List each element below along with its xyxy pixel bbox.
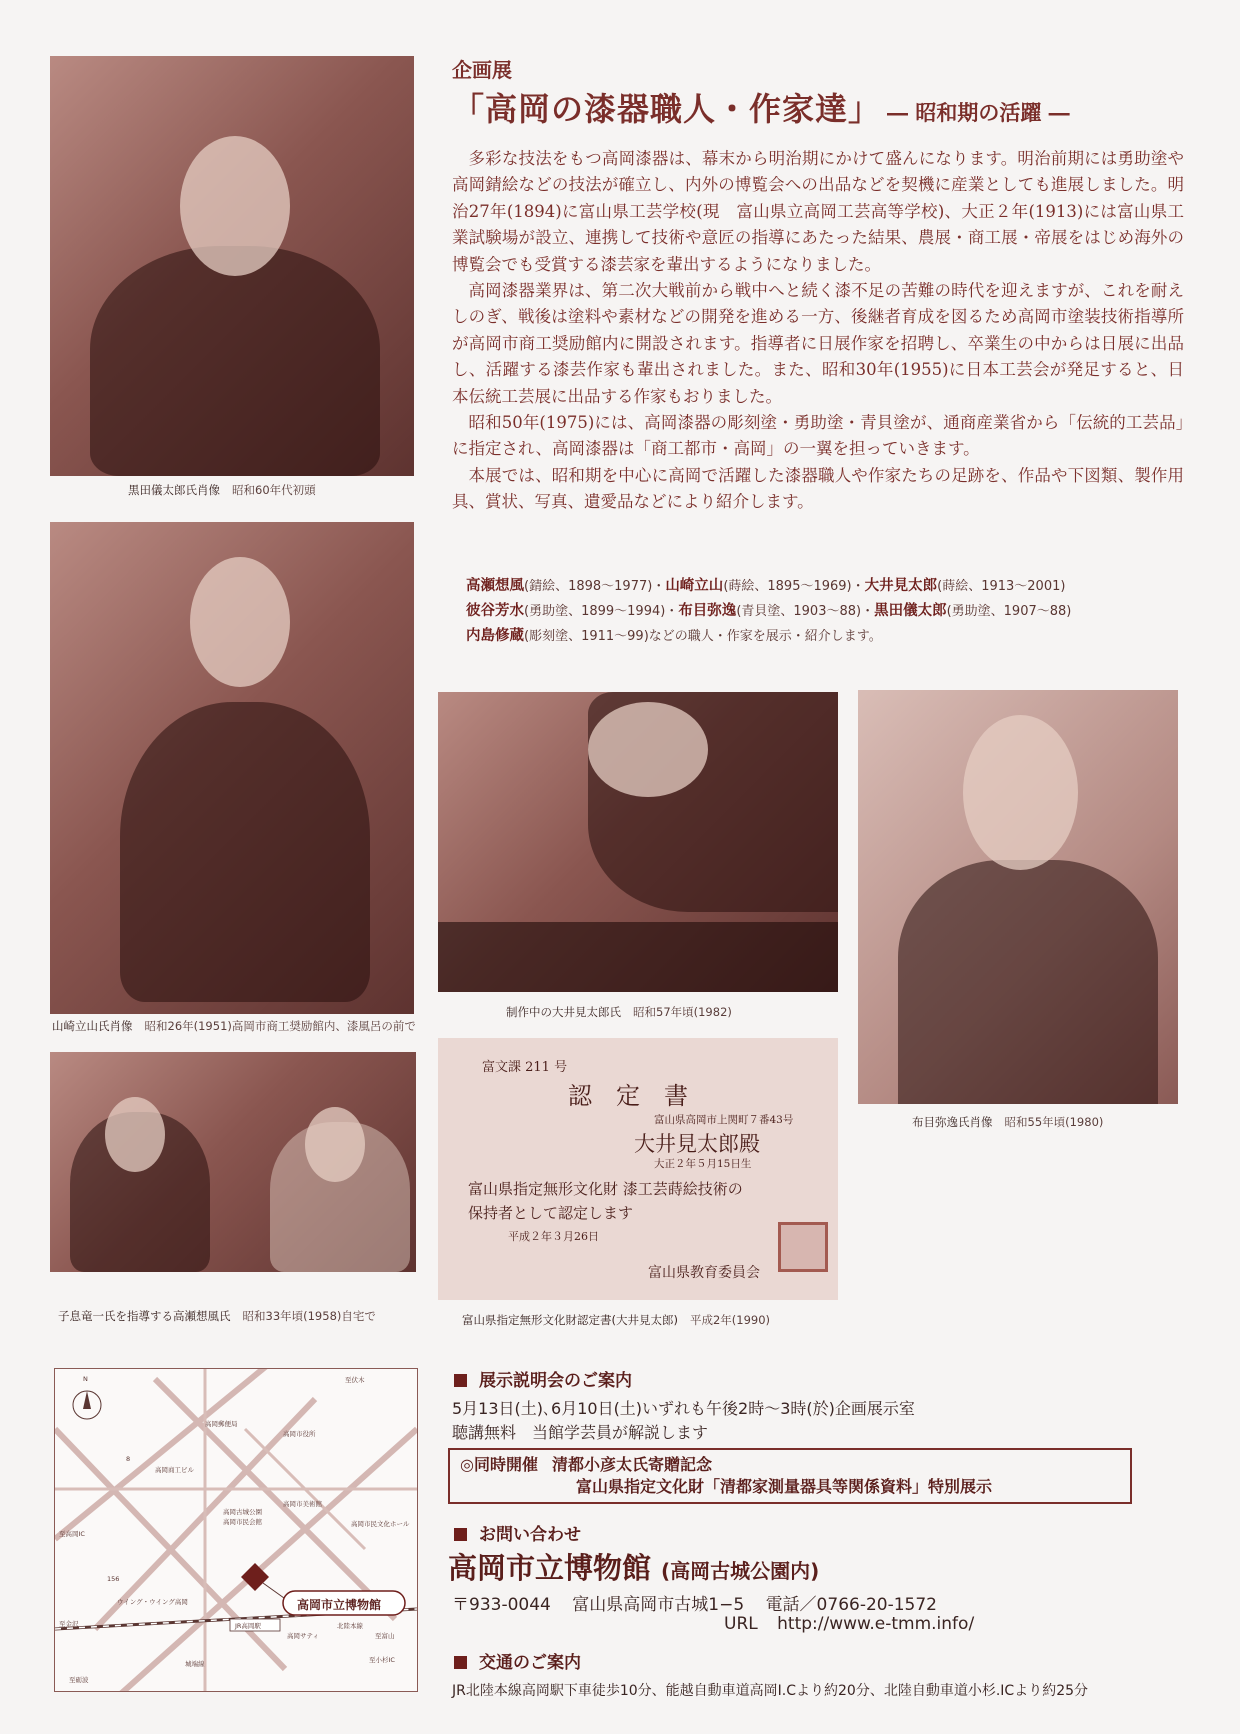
address: 富山県高岡市古城1−5 — [572, 1595, 745, 1615]
map-label: 高岡市民会館 — [223, 1518, 262, 1526]
artist-desc: (錆絵、1898～1977)・ — [524, 579, 666, 594]
artist-desc: (彫刻塗、1911～99)などの職人・作家を展示・紹介します。 — [524, 629, 882, 644]
cert-address: 富山県高岡市上関町７番43号 — [654, 1114, 794, 1126]
cert-seal-icon — [778, 1222, 828, 1272]
artist-name: 布目弥逸 — [678, 603, 737, 619]
museum-name: 高岡市立博物館 — [448, 1551, 652, 1585]
map-label: 8 — [126, 1455, 131, 1463]
caption-kuroda: 黒田儀太郎氏肖像 昭和60年代初頭 — [128, 483, 316, 497]
caption-takase: 子息竜一氏を指導する高瀬想風氏 昭和33年頃(1958)自宅で — [58, 1309, 376, 1323]
contact-address-row — [452, 1590, 937, 1615]
caption-oi: 制作中の大井見太郎氏 昭和57年頃(1982) — [506, 1005, 732, 1019]
square-bullet-icon — [454, 1528, 467, 1541]
caption-cert: 富山県指定無形文化財認定書(大井見太郎) 平成2年(1990) — [462, 1313, 771, 1327]
map-label: 高岡市役所 — [283, 1430, 316, 1438]
phone: 電話／0766-20-1572 — [765, 1595, 937, 1615]
artist-desc: (勇助塗、1899～1994)・ — [524, 604, 679, 619]
cert-line1: 富山県指定無形文化財 漆工芸蒔絵技術の — [468, 1180, 743, 1198]
map-label: 城端線 — [185, 1660, 205, 1668]
cert-date: 平成２年３月26日 — [508, 1230, 599, 1243]
photo-takase-teaching — [50, 1052, 416, 1272]
certificate-image — [438, 1038, 838, 1300]
cert-issuer: 富山県教育委員会 — [648, 1265, 760, 1281]
access-heading: 交通のご案内 — [454, 1648, 581, 1673]
contact-url-row[interactable] — [724, 1614, 974, 1634]
access-directions: JR北陸本線高岡駅下車徒歩10分、能越自動車道高岡I.Cより約20分、北陸自動車道小杉.ICより約25分 — [452, 1683, 1089, 1699]
photo-nunome-portrait — [858, 690, 1178, 1104]
briefing-note: 聴講無料 当館学芸員が解説します — [452, 1423, 709, 1442]
artist-line — [466, 624, 1186, 649]
map-label: 北陸本線 — [337, 1622, 363, 1630]
concurrent-exhibition-box — [448, 1448, 1132, 1504]
square-bullet-icon — [454, 1374, 467, 1387]
photo-kuroda-portrait — [50, 56, 414, 476]
intro-paragraph: 多彩な技法をもつ高岡漆器は、幕末から明治期にかけて盛んになります。明治前期には勇助塗や高岡錆絵などの技法が確立し、内外の博覧会への出品などを契機に産業としても進展しました。明治27年(1894)に富山県工芸学校(現 富山県立高岡工芸高等学校)、大正２年(1913)には富山県工業試験場が設立、連携して技術や意匠の指導にあたった結果、農展・商工展・帝展をはじめ海外の博覧会でも受賞する漆芸家を輩出するようになりました。 — [452, 149, 1184, 274]
cert-birth: 大正２年５月15日生 — [654, 1158, 752, 1170]
artist-list — [466, 574, 1186, 649]
concurrent-line1: 清都小彦太氏寄贈記念 — [551, 1455, 712, 1474]
concurrent-label: ◎同時開催 — [460, 1455, 538, 1474]
north-arrow-icon — [83, 1391, 91, 1409]
cert-name: 大井見太郎殿 — [634, 1132, 760, 1156]
access-map — [54, 1368, 418, 1692]
intro-paragraph: 高岡漆器業界は、第二次大戦前から戦中へと続く漆不足の苦難の時代を迎えますが、これを耐えしのぎ、戦後は塗料や素材などの開発を進める一方、後継者育成を図るため高岡市塗装技術指導所が高岡市商工奨励館内に開設されます。指導者に日展作家を招聘し、卒業生の中からは日展に出品し、活躍する漆芸作家も輩出されました。また、昭和30年(1955)に日本工芸会が発足すると、日本伝統工芸展に出品する作家もおりました。 — [452, 281, 1184, 406]
map-label: 高岡商工ビル — [155, 1466, 194, 1474]
museum-name-row — [448, 1546, 819, 1587]
exhibition-title: 「高岡の漆器職人・作家達」 — [452, 90, 882, 128]
artist-desc: (蒔絵、1895～1969)・ — [723, 579, 865, 594]
square-bullet-icon — [454, 1656, 467, 1669]
map-label: 至高岡IC — [59, 1530, 85, 1538]
map-label: 至小杉IC — [369, 1656, 395, 1664]
artist-line — [466, 574, 1186, 599]
url-label: URL — [724, 1614, 758, 1634]
concurrent-line2: 富山県指定文化財「清都家測量器具等関係資料」特別展示 — [576, 1477, 993, 1496]
cert-title: 認 定 書 — [568, 1082, 688, 1110]
intro-paragraph: 本展では、昭和期を中心に高岡で活躍した漆器職人や作家たちの足跡を、作品や下図類、製作用具、賞状、写真、遺愛品などにより紹介します。 — [452, 465, 1184, 512]
artist-name: 高瀬想風 — [466, 578, 524, 594]
artist-name: 内島修蔵 — [466, 628, 524, 644]
map-label: N — [83, 1375, 88, 1383]
map-label: 高岡郵便局 — [205, 1420, 238, 1428]
cert-line2: 保持者として認定します — [468, 1204, 634, 1222]
map-station-label: JR高岡駅 — [235, 1622, 261, 1630]
contact-heading: お問い合わせ — [454, 1520, 581, 1545]
map-label: 至富山 — [375, 1632, 395, 1640]
map-label: 高岡市民文化ホール — [351, 1520, 410, 1528]
map-label: 高岡サティ — [287, 1632, 319, 1640]
artist-name: 黒田儀太郎 — [874, 603, 947, 619]
artist-line — [466, 599, 1186, 624]
intro-text — [452, 146, 1184, 516]
map-label: 至砺波 — [69, 1676, 89, 1684]
intro-paragraph: 昭和50年(1975)には、高岡漆器の彫刻塗・勇助塗・青貝塗が、通商産業省から「伝統的工芸品」に指定され、高岡漆器は「商工都市・高岡」の一翼を担っていきます。 — [452, 413, 1184, 459]
briefing-schedule: 5月13日(土)､6月10日(土)いずれも午後2時～3時(於)企画展示室 — [452, 1399, 915, 1418]
photo-oi-working — [438, 692, 838, 992]
exhibition-subtitle: ― 昭和期の活躍 ― — [887, 100, 1070, 125]
artist-desc: (青貝塗、1903～88)・ — [736, 604, 875, 619]
museum-location: (高岡古城公園内) — [661, 1559, 820, 1583]
exhibition-label: 企画展 — [452, 58, 512, 82]
artist-desc: (勇助塗、1907～88) — [946, 604, 1072, 619]
map-label: 156 — [107, 1575, 120, 1583]
artist-name: 山崎立山 — [665, 578, 724, 594]
postal-code: 〒933-0044 — [452, 1595, 551, 1615]
map-label: 至伏木 — [345, 1376, 365, 1384]
museum-url-link[interactable]: http://www.e-tmm.info/ — [777, 1614, 975, 1634]
map-label: 高岡古城公園 — [223, 1508, 262, 1516]
artist-desc: (蒔絵、1913～2001) — [937, 579, 1066, 594]
caption-nunome: 布目弥逸氏肖像 昭和55年頃(1980) — [912, 1115, 1104, 1129]
photo-yamazaki-portrait — [50, 522, 414, 1014]
cert-number: 富文課 211 号 — [482, 1060, 568, 1075]
caption-yamazaki: 山崎立山氏肖像 昭和26年(1951)高岡市商工奨励館内、漆風呂の前で — [52, 1019, 416, 1033]
briefing-heading: 展示説明会のご案内 — [454, 1366, 632, 1391]
map-label: ウイング・ウイング高岡 — [117, 1598, 188, 1606]
map-roads — [55, 1369, 417, 1691]
artist-name: 彼谷芳水 — [466, 603, 524, 619]
map-label: 至金沢 — [59, 1620, 79, 1628]
artist-name: 大井見太郎 — [864, 578, 938, 594]
map-museum-label: 高岡市立博物館 — [297, 1598, 382, 1612]
map-label: 高岡市美術館 — [283, 1500, 322, 1508]
exhibition-title-row — [452, 84, 1070, 130]
